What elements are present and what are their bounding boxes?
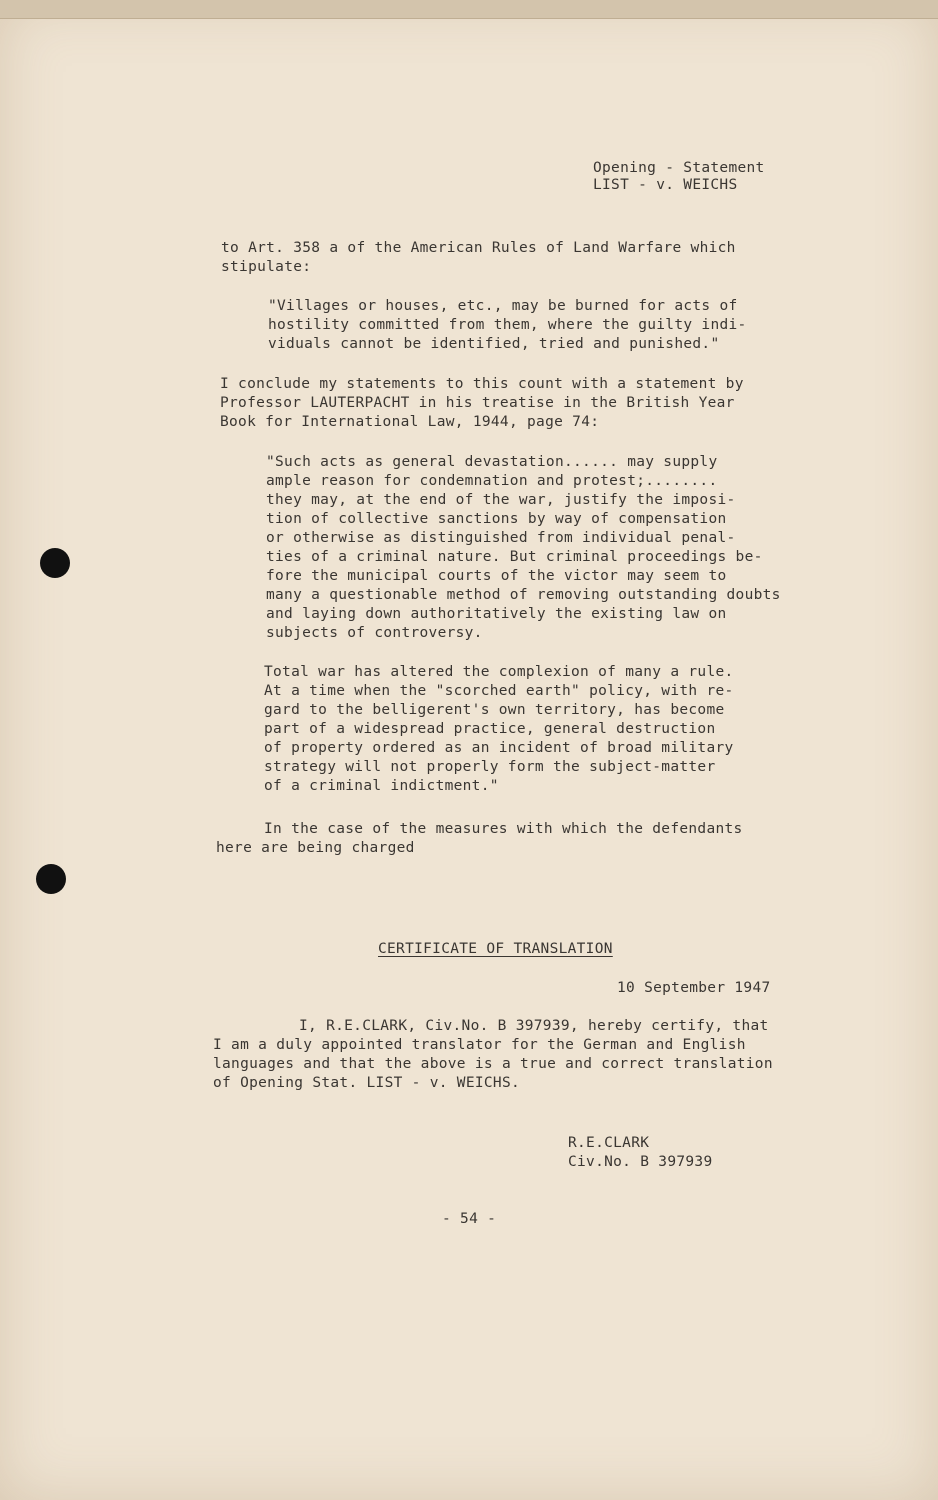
text-line: I am a duly appointed translator for the German and English — [213, 1037, 746, 1053]
signature-civ-number: Civ.No. B 397939 — [568, 1154, 713, 1170]
text-line: "Villages or houses, etc., may be burned for acts of — [268, 298, 738, 314]
text-line: of property ordered as an incident of broad military — [264, 740, 734, 756]
text-line: of a criminal indictment." — [264, 778, 499, 794]
text-line: of Opening Stat. LIST - v. WEICHS. — [213, 1075, 521, 1091]
text-line: tion of collective sanctions by way of compensation — [266, 511, 727, 527]
text-line: strategy will not properly form the subject-matter — [264, 759, 716, 775]
punch-hole — [40, 548, 70, 578]
text-line: part of a widespread practice, general destruction — [264, 721, 716, 737]
quote-lauterpacht-part2 — [264, 663, 734, 796]
certificate-date: 10 September 1947 — [617, 980, 771, 996]
text-line: At a time when the "scorched earth" policy, with re- — [264, 683, 734, 699]
text-line: "Such acts as general devastation...... may supply — [266, 454, 718, 470]
header-case: LIST - v. WEICHS — [593, 177, 738, 193]
text-line: Total war has altered the complexion of many a rule. — [264, 664, 734, 680]
certificate-title: CERTIFICATE OF TRANSLATION — [378, 941, 613, 957]
quote-lauterpacht-part1 — [266, 453, 781, 643]
case-paragraph — [216, 820, 743, 858]
text-line: to Art. 358 a of the American Rules of Land Warfare which — [221, 240, 736, 256]
certificate-body — [213, 1017, 773, 1093]
intro-paragraph — [221, 239, 736, 277]
text-line: and laying down authoritatively the existing law on — [266, 606, 727, 622]
text-line: ties of a criminal nature. But criminal proceedings be- — [266, 549, 763, 565]
text-line: I conclude my statements to this count with a statement by — [220, 376, 744, 392]
text-line: or otherwise as distinguished from individual penal- — [266, 530, 736, 546]
text-line: Professor LAUTERPACHT in his treatise in the British Year — [220, 395, 735, 411]
text-line: stipulate: — [221, 259, 312, 275]
text-line: they may, at the end of the war, justify the imposi- — [266, 492, 736, 508]
text-line: Book for International Law, 1944, page 74: — [220, 414, 600, 430]
text-line: gard to the belligerent's own territory, has become — [264, 702, 725, 718]
text-line: many a questionable method of removing outstanding doubts — [266, 587, 781, 603]
page-number: - 54 - — [442, 1211, 497, 1227]
conclude-paragraph — [220, 375, 744, 432]
page-header — [593, 160, 765, 194]
text-line: ample reason for condemnation and protest;........ — [266, 473, 718, 489]
text-line: In the case of the measures with which the defendants — [264, 821, 743, 837]
quote-villages — [268, 297, 747, 354]
header-title: Opening - Statement — [593, 160, 765, 176]
text-line: I, R.E.CLARK, Civ.No. B 397939, hereby certify, that — [299, 1018, 769, 1034]
text-line: languages and that the above is a true and correct translation — [213, 1056, 773, 1072]
page-top-edge — [0, 0, 938, 19]
text-line: viduals cannot be identified, tried and punished." — [268, 336, 720, 352]
text-line: hostility committed from them, where the guilty indi- — [268, 317, 747, 333]
punch-hole — [36, 864, 66, 894]
signature-block — [568, 1134, 712, 1172]
text-line: fore the municipal courts of the victor may seem to — [266, 568, 727, 584]
text-line: here are being charged — [216, 840, 415, 856]
text-line: subjects of controversy. — [266, 625, 483, 641]
signature-name: R.E.CLARK — [568, 1135, 650, 1151]
